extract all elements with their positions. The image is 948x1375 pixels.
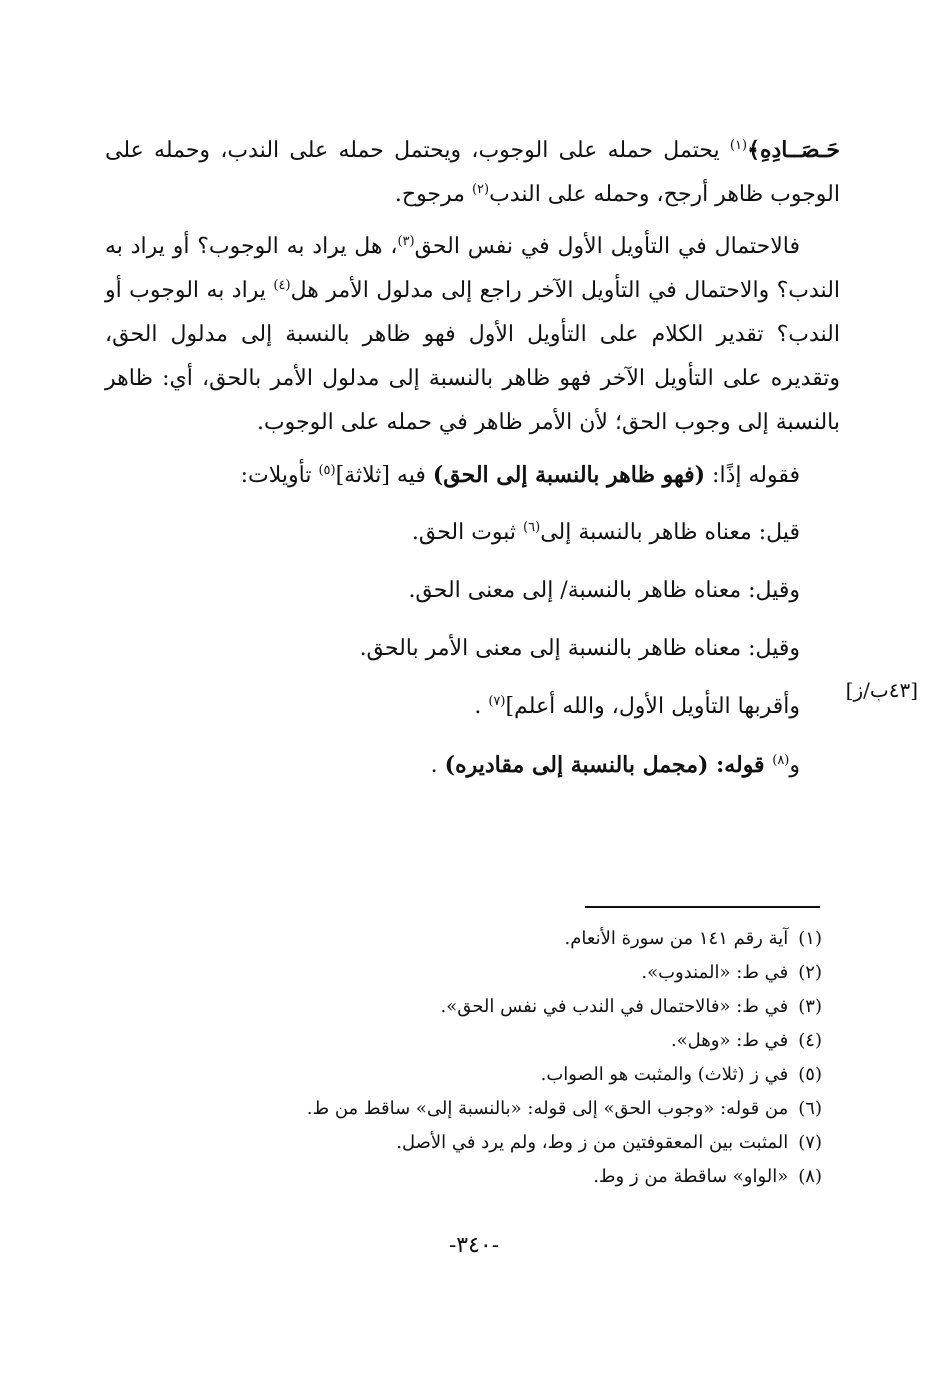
paragraph-2-text-a: فالاحتمال في التأويل الأول في نفس الحق xyxy=(414,234,801,259)
paragraph-7 xyxy=(105,685,840,743)
footnote-text: في ط: «المندوب». xyxy=(641,962,789,983)
interpretations-block xyxy=(105,453,840,801)
footnote xyxy=(150,1126,822,1160)
paragraph-8 xyxy=(105,743,840,801)
paragraph-2 xyxy=(105,225,840,445)
paragraph-8-text-b: . xyxy=(430,753,445,778)
footnote-number: (٤) xyxy=(798,1030,822,1051)
footnote-number: (٨) xyxy=(798,1166,822,1187)
footnote-ref-6[interactable]: (٦) xyxy=(523,520,541,535)
paragraph-4-text-a: قيل: معناه ظاهر بالنسبة إلى xyxy=(540,520,800,545)
quran-fragment: حَـصَــادِهِ﴾ xyxy=(747,137,840,163)
footnote xyxy=(150,956,822,990)
footnote-text: المثبت بين المعقوفتين من ز وط، ولم يرد في الأصل. xyxy=(396,1132,789,1153)
paragraph-2-text-c: يراد به الوجوب أو الندب؟ تقدير الكلام على التأويل الأول فهو ظاهر بالنسبة إلى مدلول الحق، وتقديره على التأويل الآخر فهو ظاهر بالنسبة إلى مدلول الأمر بالحق، أي: ظاهر بالنسبة إلى وجوب الحق؛ لأن الأمر ظاهر في حمله على الوجوب. xyxy=(105,278,840,435)
footnote xyxy=(150,922,822,956)
quoted-phrase-1: (فهو ظاهر بالنسبة إلى الحق) xyxy=(432,462,706,488)
footnote-ref-4[interactable]: (٤) xyxy=(273,278,291,293)
footnote xyxy=(150,990,822,1024)
paragraph-3-text-b: فيه [ثلاثة] xyxy=(335,463,433,488)
paragraph-4-text-b: ثبوت الحق. xyxy=(411,520,524,545)
footnote-number: (١) xyxy=(798,928,822,949)
footnote-ref-5[interactable]: (٥) xyxy=(318,463,336,478)
footnote-ref-3[interactable]: (٣) xyxy=(397,234,415,249)
footnote-ref-2[interactable]: (٢) xyxy=(471,182,490,197)
paragraph-2-text-b: ، هل يراد به الوجوب؟ أو يراد به الندب؟ والاحتمال في التأويل الآخر راجع إلى مدلول الأمر هل xyxy=(105,234,841,303)
paragraph-6: وقيل: معناه ظاهر بالنسبة إلى معنى الأمر بالحق. xyxy=(359,636,800,661)
footnote-number: (٦) xyxy=(798,1098,822,1119)
paragraph-1-end: مرجوح. xyxy=(394,182,472,207)
paragraph-4 xyxy=(105,511,840,569)
paragraph-3-text-a: فقوله إذًا: xyxy=(705,463,800,488)
footnotes xyxy=(150,922,822,1194)
paragraph-8-text-a: و xyxy=(789,753,800,778)
footnote-number: (٣) xyxy=(798,996,822,1017)
paragraph-7-text-b: . xyxy=(474,694,489,719)
footnote-number: (٢) xyxy=(798,962,822,983)
page-number: -٣٤٠- xyxy=(448,1233,500,1258)
footnote-separator xyxy=(585,906,820,908)
footnote-text: آية رقم ١٤١ من سورة الأنعام. xyxy=(564,928,789,949)
quoted-phrase-2: قوله: (مجمل بالنسبة إلى مقاديره) xyxy=(444,752,773,778)
footnote xyxy=(150,1160,822,1194)
footnote xyxy=(150,1024,822,1058)
footnote-text: من قوله: «وجوب الحق» إلى قوله: «بالنسبة إلى» ساقط من ط. xyxy=(306,1098,789,1119)
footnote-ref-1[interactable]: (١) xyxy=(729,138,748,153)
footnote xyxy=(150,1092,822,1126)
footnote-number: (٥) xyxy=(798,1064,822,1085)
margin-folio-note: [٤٣ب/ز] xyxy=(845,678,918,702)
footnote-text: في ط: «وهل». xyxy=(670,1030,789,1051)
paragraph-7-text-a: وأقربها التأويل الأول، والله أعلم] xyxy=(505,694,800,719)
paragraph-3 xyxy=(105,453,840,511)
paragraph-5: وقيل: معناه ظاهر بالنسبة/ إلى معنى الحق. xyxy=(408,578,800,603)
footnote-text: في ز (ثلاث) والمثبت هو الصواب. xyxy=(540,1064,789,1085)
footnote-text: «الواو» ساقطة من ز وط. xyxy=(593,1166,789,1187)
paragraph-3-text-c: تأويلات: xyxy=(240,463,319,488)
main-text xyxy=(105,128,840,801)
footnote-text: في ط: «فالاحتمال في الندب في نفس الحق». xyxy=(440,996,789,1017)
footnote-ref-8[interactable]: (٨) xyxy=(772,753,790,768)
footnote-ref-7[interactable]: (٧) xyxy=(488,694,506,709)
footnote-number: (٧) xyxy=(798,1132,822,1153)
paragraph-1 xyxy=(105,128,840,217)
footnote xyxy=(150,1058,822,1092)
paragraph-1-text: يحتمل حمله على الوجوب، ويحتمل حمله على الندب، وحمله على الوجوب ظاهر أرجح، وحمله على الندب xyxy=(105,138,840,207)
